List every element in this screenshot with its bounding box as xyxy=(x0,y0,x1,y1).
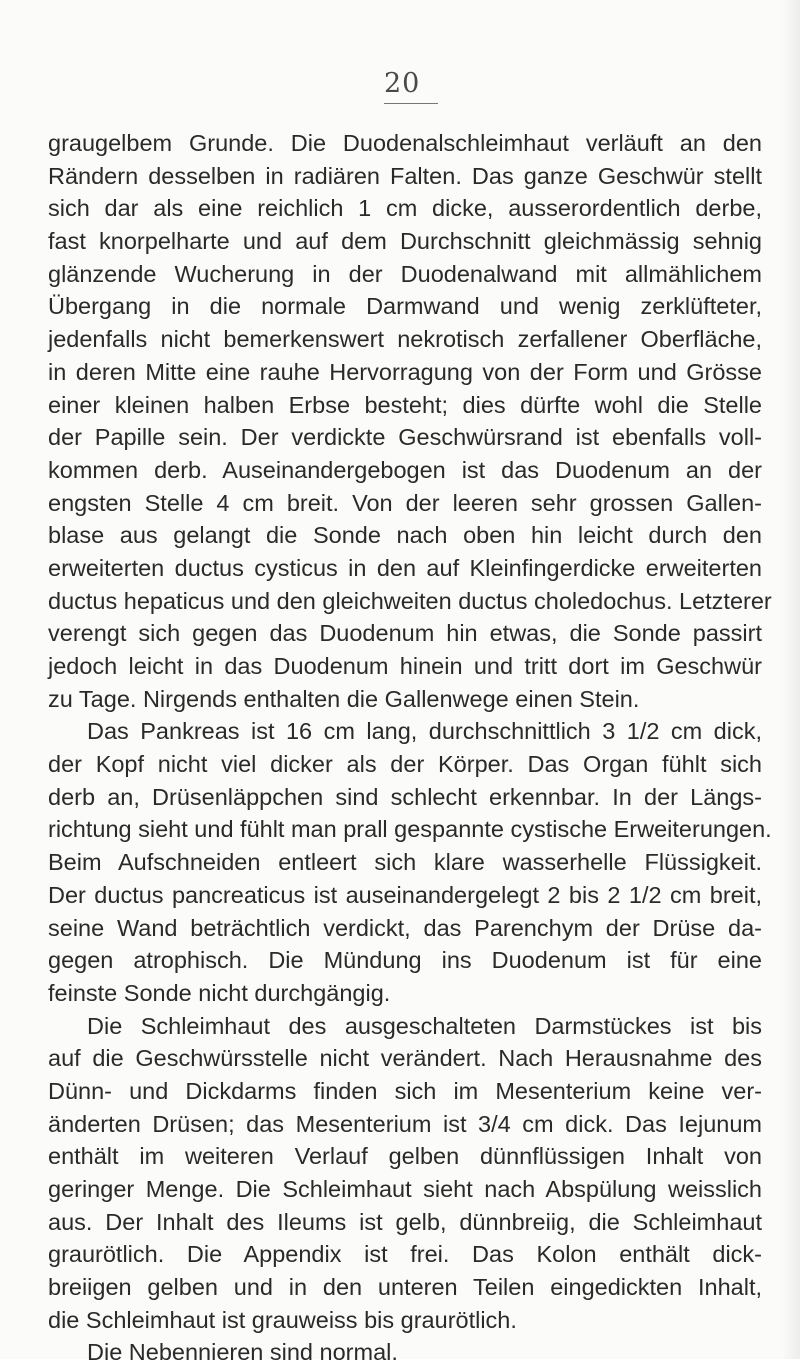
text-line: Der ductus pancreaticus ist auseinandergelegt 2 bis 2 1/2 cm breit, xyxy=(48,881,762,908)
text-line: Übergang in die normale Darmwand und wenig zerklüfteter, xyxy=(48,293,762,320)
text-line: gegen atrophisch. Die Mündung ins Duodenum ist für eine xyxy=(48,947,762,974)
text-line: geringer Menge. Die Schleimhaut sieht nach Abspülung weisslich xyxy=(48,1176,762,1202)
text-line: glänzende Wucherung in der Duodenalwand mit allmählichem xyxy=(48,260,762,287)
text-line: verengt sich gegen das Duodenum hin etwas, die Sonde passirt xyxy=(48,620,762,647)
text-line: enthält im weiteren Verlauf gelben dünnflüssigen Inhalt von xyxy=(48,1143,762,1170)
text-line: ductus hepaticus und den gleichweiten ductus choledochus. Letzterer xyxy=(48,587,772,614)
page-number-underline xyxy=(384,103,438,104)
text-line: jedenfalls nicht bemerkenswert nekrotisch zerfallener Oberfläche, xyxy=(48,326,762,353)
text-line: derb an, Drüsenläppchen sind schlecht erkennbar. In der Längs- xyxy=(48,783,762,810)
text-line: fast knorpelharte und auf dem Durchschnitt gleichmässig sehnig xyxy=(48,228,762,255)
text-line: engsten Stelle 4 cm breit. Von der leeren sehr grossen Gallen- xyxy=(48,489,762,516)
text-line: aus. Der Inhalt des Ileums ist gelb, dünnbreiig, die Schleimhaut xyxy=(48,1208,762,1235)
text-line: seine Wand beträchtlich verdickt, das Parenchym der Drüse da- xyxy=(48,914,762,941)
text-line: Dünn- und Dickdarms finden sich im Mesenterium keine ver- xyxy=(48,1077,762,1104)
scan-shadow-edge xyxy=(782,0,800,1359)
text-line: erweiterten ductus cysticus in den auf Kleinfingerdicke erweiterten xyxy=(48,554,762,581)
text-line: jedoch leicht in das Duodenum hinein und tritt dort im Geschwür xyxy=(48,653,762,679)
text-line: richtung sieht und fühlt man prall gespannte cystische Erweiterungen. xyxy=(48,816,772,843)
text-line-paragraph-start: Das Pankreas ist 16 cm lang, durchschnittlich 3 1/2 cm dick, xyxy=(87,718,762,745)
text-line: sich dar als eine reichlich 1 cm dicke, ausserordentlich derbe, xyxy=(48,195,762,222)
text-line: der Papille sein. Der verdickte Geschwürsrand ist ebenfalls voll- xyxy=(48,424,762,451)
text-line: kommen derb. Auseinandergebogen ist das Duodenum an der xyxy=(48,456,762,483)
text-line: Beim Aufschneiden entleert sich klare wasserhelle Flüssigkeit. xyxy=(48,849,762,876)
page-number: 20 xyxy=(384,68,421,99)
text-line: auf die Geschwürsstelle nicht verändert. Nach Herausnahme des xyxy=(48,1045,762,1072)
text-line: blase aus gelangt die Sonde nach oben hin leicht durch den xyxy=(48,522,762,549)
text-line: breiigen gelben und in den unteren Teilen eingedickten Inhalt, xyxy=(48,1274,762,1301)
text-line-paragraph-start: Die Nebennieren sind normal. xyxy=(87,1339,398,1366)
text-line: der Kopf nicht viel dicker als der Körper. Das Organ fühlt sich xyxy=(48,751,762,778)
text-line: Rändern desselben in radiären Falten. Das ganze Geschwür stellt xyxy=(48,162,762,189)
body-text xyxy=(48,127,772,1369)
text-line: änderten Drüsen; das Mesenterium ist 3/4 cm dick. Das Iejunum xyxy=(48,1110,762,1137)
text-line: die Schleimhaut ist grauweiss bis graurötlich. xyxy=(48,1306,517,1333)
text-line: einer kleinen halben Erbse besteht; dies dürfte wohl die Stelle xyxy=(48,391,762,418)
text-line-paragraph-start: Die Schleimhaut des ausgeschalteten Darmstückes ist bis xyxy=(87,1012,762,1039)
text-line: zu Tage. Nirgends enthalten die Gallenwege einen Stein. xyxy=(48,685,640,712)
text-line: in deren Mitte eine rauhe Hervorragung von der Form und Grösse xyxy=(48,358,762,385)
text-line: graurötlich. Die Appendix ist frei. Das Kolon enthält dick- xyxy=(48,1241,762,1268)
text-line: graugelbem Grunde. Die Duodenalschleimhaut verläuft an den xyxy=(48,130,762,156)
text-line: feinste Sonde nicht durchgängig. xyxy=(48,979,391,1006)
